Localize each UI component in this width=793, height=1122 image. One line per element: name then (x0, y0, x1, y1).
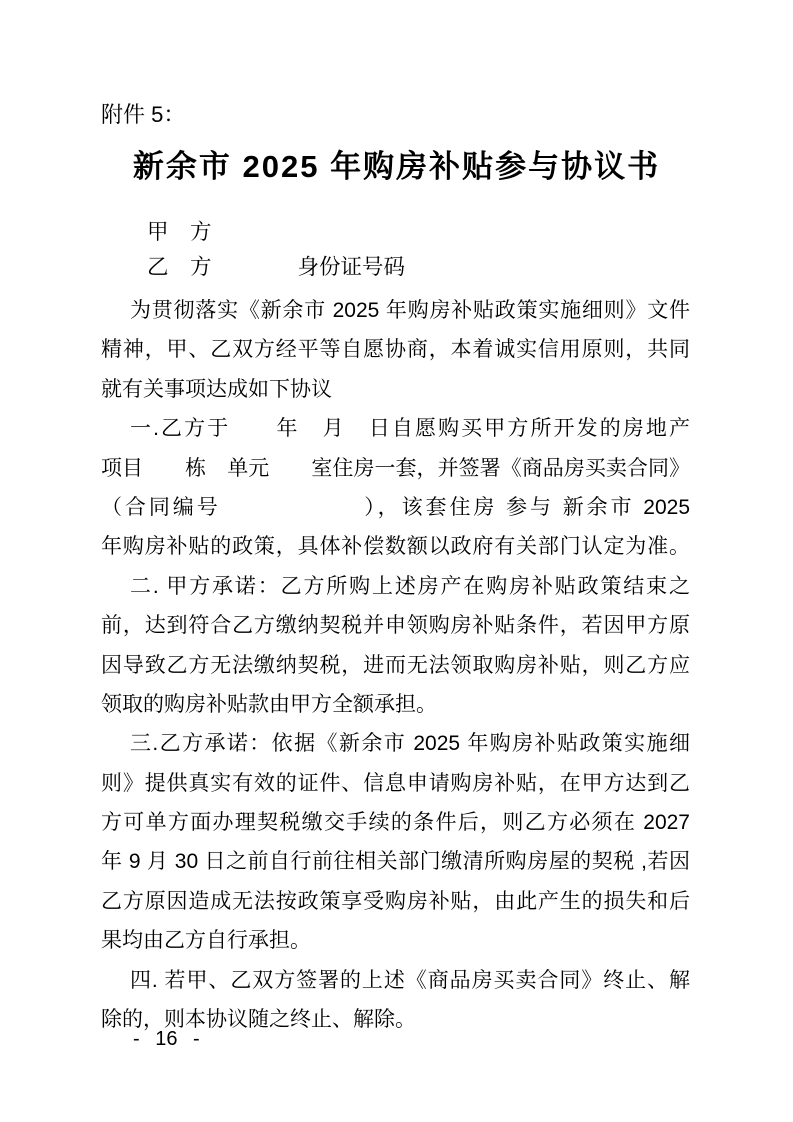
paragraph-line: 为贯彻落实《新余市 2025 年购房补贴政策实施细则》文件 (130, 299, 690, 322)
paragraph-line: 果均由乙方自行承担。 (101, 929, 311, 953)
party-b-line: 乙 方 身份证号码 (147, 255, 406, 279)
paragraph-line: 四. 若甲、乙双方签署的上述《商品房买卖合同》终止、解 (130, 968, 690, 992)
paragraph-line: 项目 栋 单元 室住房一套，并签署《商品房买卖合同》 (101, 456, 690, 480)
paragraph-line: 二. 甲方承诺：乙方所购上述房产在购房补贴政策结束之 (130, 574, 690, 598)
paragraph-line: 年购房补贴的政策，具体补偿数额以政府有关部门认定为准。 (101, 535, 690, 559)
paragraph-line: 精神，甲、乙双方经平等自愿协商，本着诚实信用原则，共同 (101, 338, 690, 362)
page-number: - 16 - (133, 1028, 200, 1050)
paragraph-line: 年 9 月 30 日之前自行前往相关部门缴清所购房屋的契税 ,若因 (101, 850, 690, 874)
paragraph-line: 乙方原因造成无法按政策享受购房补贴，由此产生的损失和后 (101, 889, 690, 913)
document-title: 新余市 2025 年购房补贴参与协议书 (132, 149, 661, 184)
paragraph-line: 因导致乙方无法缴纳契税，进而无法领取购房补贴，则乙方应 (101, 653, 690, 677)
paragraph-line: （合同编号 ），该套住房 参与 新余市 2025 (101, 495, 690, 519)
paragraph-line: 领取的购房补贴款由甲方全额承担。 (101, 692, 437, 716)
party-a-line: 甲 方 (147, 220, 212, 244)
attachment-label: 附件 5： (101, 102, 186, 127)
paragraph-line: 前，达到符合乙方缴纳契税并申领购房补贴条件，若因甲方原 (101, 614, 690, 638)
paragraph-line: 则》提供真实有效的证件、信息申请购房补贴，在甲方达到乙 (101, 771, 690, 795)
paragraph-line: 三.乙方承诺：依据《新余市 2025 年购房补贴政策实施细 (130, 732, 690, 756)
document-body (101, 291, 690, 1039)
paragraph-line: 除的，则本协议随之终止、解除。 (101, 1008, 416, 1032)
paragraph-line: 方可单方面办理契税缴交手续的条件后，则乙方必须在 2027 (101, 811, 690, 835)
paragraph-line: 一.乙方于 年 月 日自愿购买甲方所开发的房地产 (130, 417, 690, 441)
paragraph-line: 就有关事项达成如下协议 (101, 377, 332, 401)
